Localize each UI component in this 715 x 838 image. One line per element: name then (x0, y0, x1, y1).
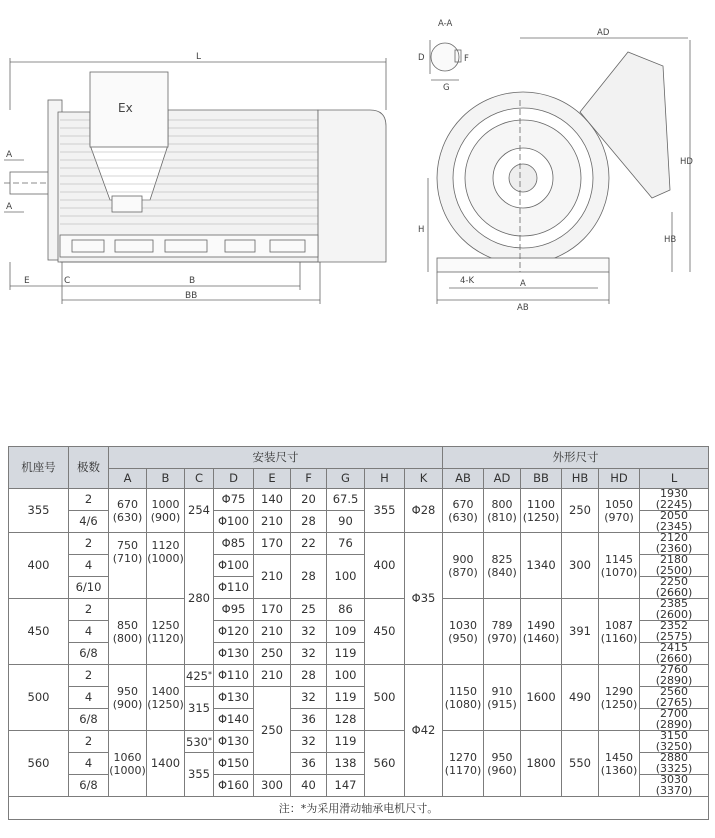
cell-HD: 1050 (970) (599, 489, 640, 533)
label-AB: AB (517, 303, 529, 313)
cell-C: 355 (185, 753, 214, 797)
cell-E: 250 (254, 643, 291, 665)
cell-F: 28 (291, 665, 327, 687)
col-header: AD (484, 469, 521, 489)
cell-D: Φ120 (214, 621, 254, 643)
cell-B: 1250 (1120) (147, 599, 185, 665)
cell-poles: 6/8 (69, 643, 109, 665)
cell-AD: 825 (840) (484, 533, 521, 599)
cell-G: 100 (327, 555, 365, 599)
cell-F: 28 (291, 555, 327, 599)
header-install: 安装尺寸 (109, 447, 443, 469)
cell-L: 1930 (2245) (640, 489, 709, 511)
cell-G: 100 (327, 665, 365, 687)
label-E: E (24, 276, 30, 286)
cell-HB: 391 (562, 599, 599, 665)
cell-L: 2415 (2660) (640, 643, 709, 665)
cell-AB: 1150 (1080) (443, 665, 484, 731)
bearing-star: * (207, 736, 212, 745)
cell-D: Φ100 (214, 511, 254, 533)
label-A: A (520, 279, 526, 289)
cell-F: 20 (291, 489, 327, 511)
cell-C-value: 530 (186, 735, 208, 749)
col-header: HB (562, 469, 599, 489)
cell-E: 170 (254, 533, 291, 555)
cell-L: 2050 (2345) (640, 511, 709, 533)
cell-E: 210 (254, 511, 291, 533)
cell-L: 2700 (2890) (640, 709, 709, 731)
table-row (9, 533, 709, 555)
col-header: H (365, 469, 405, 489)
header-outline: 外形尺寸 (443, 447, 709, 469)
cell-frame: 500 (9, 665, 69, 731)
cell-D: Φ85 (214, 533, 254, 555)
cell-L: 2180 (2500) (640, 555, 709, 577)
col-header: G (327, 469, 365, 489)
cell-C: 254 (185, 489, 214, 533)
motor-drawing (0, 0, 715, 330)
cell-C-value: 425 (186, 669, 208, 683)
label-H: H (418, 225, 425, 235)
col-header: HD (599, 469, 640, 489)
cell-E: 210 (254, 555, 291, 599)
cell-F: 32 (291, 621, 327, 643)
cell-G: 90 (327, 511, 365, 533)
cell-C: 280 (185, 533, 214, 665)
cell-HB: 550 (562, 731, 599, 797)
cell-frame: 450 (9, 599, 69, 665)
label-section-AA: A-A (438, 19, 453, 29)
cell-F: 36 (291, 753, 327, 775)
col-header: B (147, 469, 185, 489)
cell-poles: 4 (69, 555, 109, 577)
cell-E: 210 (254, 621, 291, 643)
dimension-table (8, 446, 709, 820)
cell-poles: 2 (69, 533, 109, 555)
cell-AD: 950 (960) (484, 731, 521, 797)
cell-L: 3150 (3250) (640, 731, 709, 753)
cell-L: 2880 (3325) (640, 753, 709, 775)
cell-E: 300 (254, 775, 291, 797)
cell-AB: 670 (630) (443, 489, 484, 533)
label-B: B (189, 276, 196, 286)
cell-F: 25 (291, 599, 327, 621)
cell-L: 3030 (3370) (640, 775, 709, 797)
cell-HD: 1087 (1160) (599, 599, 640, 665)
table-row (9, 599, 709, 621)
col-header: D (214, 469, 254, 489)
cell-D: Φ110 (214, 577, 254, 599)
label-D: D (418, 53, 425, 63)
cell-A: 1060 (1000) (109, 731, 147, 797)
cell-G: 119 (327, 731, 365, 753)
col-header: BB (521, 469, 562, 489)
front-view (4, 58, 386, 304)
cell-BB: 1340 (521, 533, 562, 599)
label-4-K: 4-K (460, 276, 475, 286)
table-row (9, 665, 709, 687)
cell-AB: 1270 (1170) (443, 731, 484, 797)
cell-AD: 800 (810) (484, 489, 521, 533)
cell-G: 76 (327, 533, 365, 555)
cell-AD: 910 (915) (484, 665, 521, 731)
col-header: AB (443, 469, 484, 489)
col-header: L (640, 469, 709, 489)
label-L: L (196, 52, 202, 62)
cell-F: 32 (291, 731, 327, 753)
cell-H: 355 (365, 489, 405, 533)
cell-H: 560 (365, 731, 405, 797)
cell-A: 670 (630) (109, 489, 147, 533)
cell-frame: 400 (9, 533, 69, 599)
cell-BB: 1600 (521, 665, 562, 731)
cell-D: Φ130 (214, 687, 254, 709)
cell-HD: 1450 (1360) (599, 731, 640, 797)
cell-L: 2120 (2360) (640, 533, 709, 555)
col-header: A (109, 469, 147, 489)
label-A-top: A (6, 150, 13, 160)
cell-frame: 355 (9, 489, 69, 533)
cell-poles: 6/10 (69, 577, 109, 599)
label-A-bottom: A (6, 202, 13, 212)
table-note: 注：*为采用滑动轴承电机尺寸。 (9, 797, 709, 820)
cell-poles: 2 (69, 489, 109, 511)
cell-D: Φ130 (214, 643, 254, 665)
cell-HB: 300 (562, 533, 599, 599)
cell-K: Φ28 (405, 489, 443, 533)
cell-G: 67.5 (327, 489, 365, 511)
cell-poles: 2 (69, 665, 109, 687)
cell-F: 36 (291, 709, 327, 731)
label-BB: BB (185, 291, 198, 301)
cell-C: 315 (185, 687, 214, 731)
cell-poles: 2 (69, 599, 109, 621)
ex-mark: Ex (118, 101, 133, 115)
col-header: C (185, 469, 214, 489)
cell-F: 28 (291, 511, 327, 533)
cell-poles: 6/8 (69, 709, 109, 731)
cell-B: 1400 (147, 731, 185, 797)
cell-F: 32 (291, 643, 327, 665)
cell-D: Φ95 (214, 599, 254, 621)
cell-G: 86 (327, 599, 365, 621)
cell-D: Φ75 (214, 489, 254, 511)
header-frame: 机座号 (9, 447, 69, 489)
cell-G: 138 (327, 753, 365, 775)
cell-D: Φ110 (214, 665, 254, 687)
cell-C (185, 665, 214, 687)
cell-poles: 4 (69, 753, 109, 775)
cell-poles: 2 (69, 731, 109, 753)
cell-BB: 1100 (1250) (521, 489, 562, 533)
cell-B: 1400 (1250) (147, 665, 185, 731)
col-header: F (291, 469, 327, 489)
label-C: C (64, 276, 71, 286)
table-row (9, 731, 709, 753)
cell-G: 147 (327, 775, 365, 797)
cell-HB: 250 (562, 489, 599, 533)
cell-L: 2250 (2660) (640, 577, 709, 599)
cell-HD: 1145 (1070) (599, 533, 640, 599)
cell-AB: 900 (870) (443, 533, 484, 599)
cell-F: 22 (291, 533, 327, 555)
cell-G: 119 (327, 643, 365, 665)
col-header: K (405, 469, 443, 489)
cell-HB: 490 (562, 665, 599, 731)
cell-A: 850 (800) (109, 599, 147, 665)
cell-F: 40 (291, 775, 327, 797)
cell-B: 1120 (1000) (147, 533, 185, 599)
cell-D: Φ140 (214, 709, 254, 731)
cell-L: 2385 (2600) (640, 599, 709, 621)
label-HD: HD (680, 157, 693, 167)
cell-BB: 1800 (521, 731, 562, 797)
cell-E: 210 (254, 665, 291, 687)
cell-E: 140 (254, 489, 291, 511)
bearing-star: * (207, 670, 212, 679)
cell-AB: 1030 (950) (443, 599, 484, 665)
cell-H: 450 (365, 599, 405, 665)
cell-A: 750 (710) (109, 533, 147, 599)
cell-poles: 4 (69, 687, 109, 709)
cell-L: 2560 (2765) (640, 687, 709, 709)
cell-HD: 1290 (1250) (599, 665, 640, 731)
cell-G: 119 (327, 687, 365, 709)
cell-poles: 4/6 (69, 511, 109, 533)
side-view (428, 38, 690, 304)
label-AD: AD (597, 28, 610, 38)
cell-B: 1000 (900) (147, 489, 185, 533)
cell-A: 950 (900) (109, 665, 147, 731)
cell-D: Φ100 (214, 555, 254, 577)
cell-AD: 789 (970) (484, 599, 521, 665)
label-G: G (443, 83, 450, 93)
cell-H: 500 (365, 665, 405, 731)
cell-L: 2760 (2890) (640, 665, 709, 687)
cell-K: Φ42 (405, 665, 443, 797)
table-row (9, 489, 709, 511)
cell-E: 250 (254, 687, 291, 775)
cell-poles: 6/8 (69, 775, 109, 797)
cell-G: 128 (327, 709, 365, 731)
cell-C (185, 731, 214, 753)
cell-K: Φ35 (405, 533, 443, 665)
cell-D: Φ130 (214, 731, 254, 753)
cell-F: 32 (291, 687, 327, 709)
label-F: F (464, 54, 469, 64)
cell-D: Φ150 (214, 753, 254, 775)
col-header: E (254, 469, 291, 489)
cell-frame: 560 (9, 731, 69, 797)
cell-poles: 4 (69, 621, 109, 643)
header-poles: 极数 (69, 447, 109, 489)
label-HB: HB (664, 235, 677, 245)
cell-BB: 1490 (1460) (521, 599, 562, 665)
cell-H: 400 (365, 533, 405, 599)
cell-G: 109 (327, 621, 365, 643)
cell-L: 2352 (2575) (640, 621, 709, 643)
cell-D: Φ160 (214, 775, 254, 797)
cell-E: 170 (254, 599, 291, 621)
